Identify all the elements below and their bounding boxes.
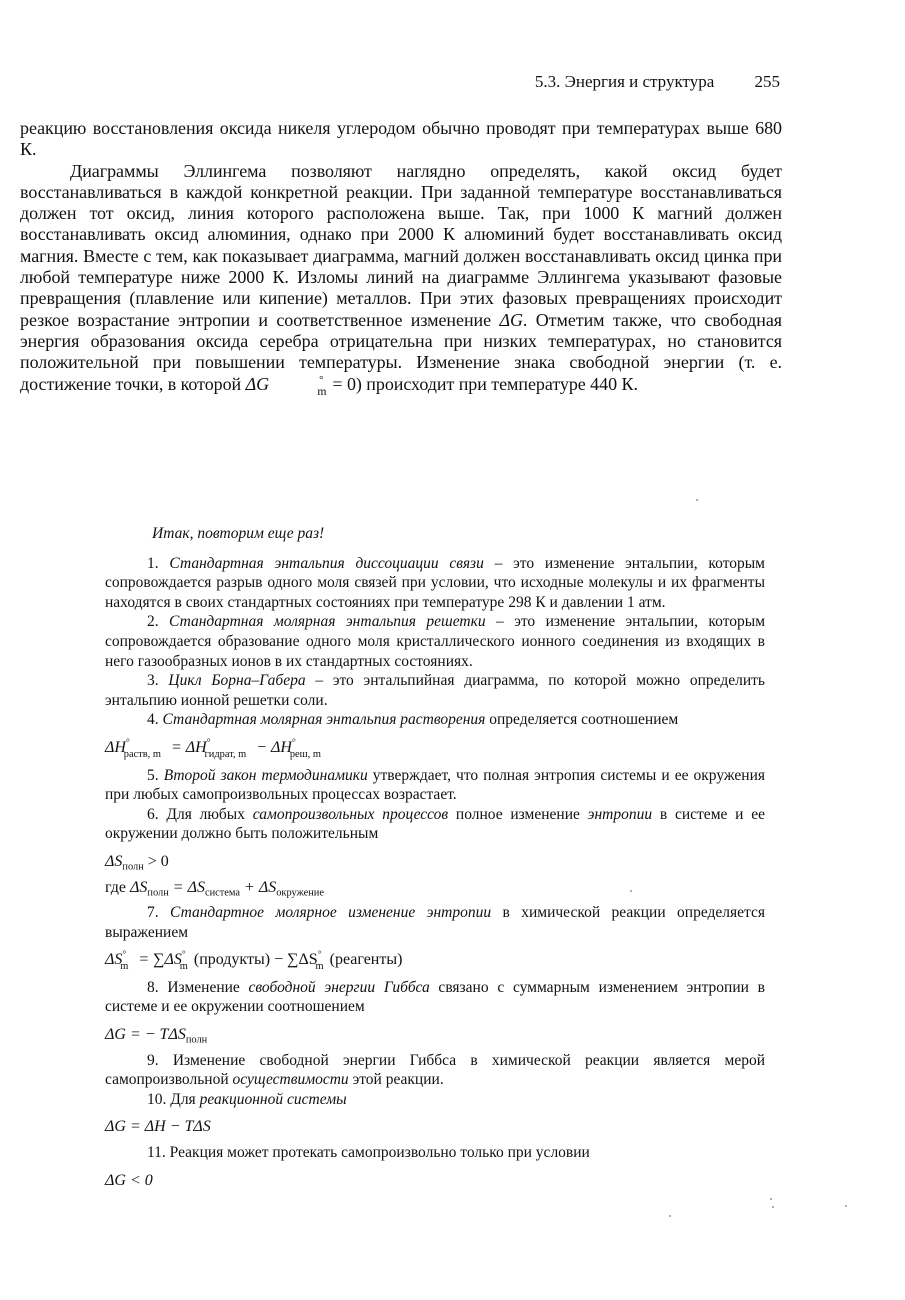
summary-box — [105, 524, 765, 1196]
summary-item-7: 7. Стандартное молярное изменение энтропии в химической реакции определяется выражением — [105, 904, 765, 941]
page-number: 255 — [754, 72, 780, 91]
summary-title: Итак, повторим еще раз! — [152, 525, 325, 542]
formula-gibbs-entropy: ΔG = − $T\Delta S_{полн}$ — [105, 1026, 208, 1046]
formula-spontaneity-condition: ΔG < 0 — [105, 1171, 153, 1189]
summary-item-8: 8. Изменение свободной энергии Гиббса связано с суммарным изменением энтропии в системе и ее окружении соотношением — [105, 978, 765, 1016]
summary-item-3: 3. Цикл Борна–Габера – это энтальпийная диаграмма, по которой можно определить энтальпию ионной решетки соли. — [105, 672, 765, 709]
summary-item-6: 6. Для любых самопроизвольных процессов полное изменение энтропии в системе и ее окружении должно быть положительным — [105, 805, 765, 843]
scan-speck — [772, 1206, 774, 1208]
formula-dissolution-enthalpy: $\Delta H^\circ_{раств, m} = \Delta H^\circ_{гидрат, m} - \Delta H^\circ_{реш, m}$ — [105, 736, 321, 760]
formula-gibbs-equation: ΔG = ΔH − TΔS — [105, 1118, 211, 1136]
scan-speck — [630, 890, 632, 892]
intro-paragraph-1: реакцию восстановления оксида никеля углеродом обычно проводят при температурах выше 680 К. — [20, 118, 782, 160]
formula-total-entropy-positive: $\Delta S_{полн} > 0$ — [105, 852, 169, 873]
summary-item-5: 5. Второй закон термодинамики утверждает, что полная энтропия системы и ее окружения при любых самопроизвольных процессах возрастает. — [105, 766, 765, 804]
summary-item-1: 1. Стандартная энтальпия диссоциации связи – это изменение энтальпии, которым сопровождается разрыв одного моля связей при условии, что исходные молекулы и их фрагменты находятся в своих стандартных состояниях при температуре 298 К и давлении 1 атм. — [105, 554, 765, 611]
summary-item-2: 2. Стандартная молярная энтальпия решетки – это изменение энтальпии, которым сопровождается образование одного моля кристаллического ионного соединения из входящих в него газообразных ионов в их стандартных состояниях. — [105, 613, 766, 670]
scan-speck — [696, 499, 698, 501]
summary-item-9: 9. Изменение свободной энергии Гиббса в химической реакции является мерой самопроизвольной осуществимости этой реакции. — [105, 1051, 765, 1089]
scan-speck — [669, 1215, 671, 1217]
summary-item-10: 10. Для реакционной системы — [147, 1090, 347, 1108]
scan-speck — [845, 1205, 847, 1207]
running-header — [20, 72, 780, 92]
summary-item-11: 11. Реакция может протекать самопроизвольно только при условии — [147, 1144, 590, 1162]
scan-speck — [770, 1198, 772, 1200]
formula-reaction-entropy: $\Delta S^\circ_m = \sum\Delta S^\circ_m$ (продукты) − $\sum\Delta S^\circ_m$ (реагенты) — [105, 949, 403, 973]
intro-paragraph-2: Диаграммы Эллингема позволяют наглядно определять, какой оксид будет восстанавливаться в каждой конкретной реакции. При заданной температуре восстанавливаться должен тот оксид, линия которого расположена выше. Так, при 1000 К магний должен восстанавливать оксид алюминия, однако при 2000 К алюминий будет восстанавливать оксид магния. Вместе с тем, как показывает диаграмма, магний должен восстанавливать оксид цинка при любой температуре ниже 2000 К. Изломы линий на диаграмме Эллингема указывают фазовые превращения (плавление или кипение) металлов. При этих фазовых превращениях происходит резкое возрастание энтропии и соответственное изменение ΔG. Отметим также, что свободная энергия образования оксида серебра отрицательна при низких температурах, но становится положительной при повышении температуры. Изменение знака свободной энергии (т. е. достижение точки, в которой ΔG °$_m$ = 0) происходит при температуре 440 К. — [20, 160, 782, 398]
intro-text — [20, 118, 782, 398]
summary-item-4: 4. Стандартная молярная энтальпия растворения определяется соотношением — [147, 711, 679, 729]
formula-total-entropy-sum: где $\Delta S_{полн} = \Delta S_{система} + \Delta S_{окружение}$ — [105, 878, 324, 899]
header-section-title: 5.3. Энергия и структура — [534, 72, 715, 91]
